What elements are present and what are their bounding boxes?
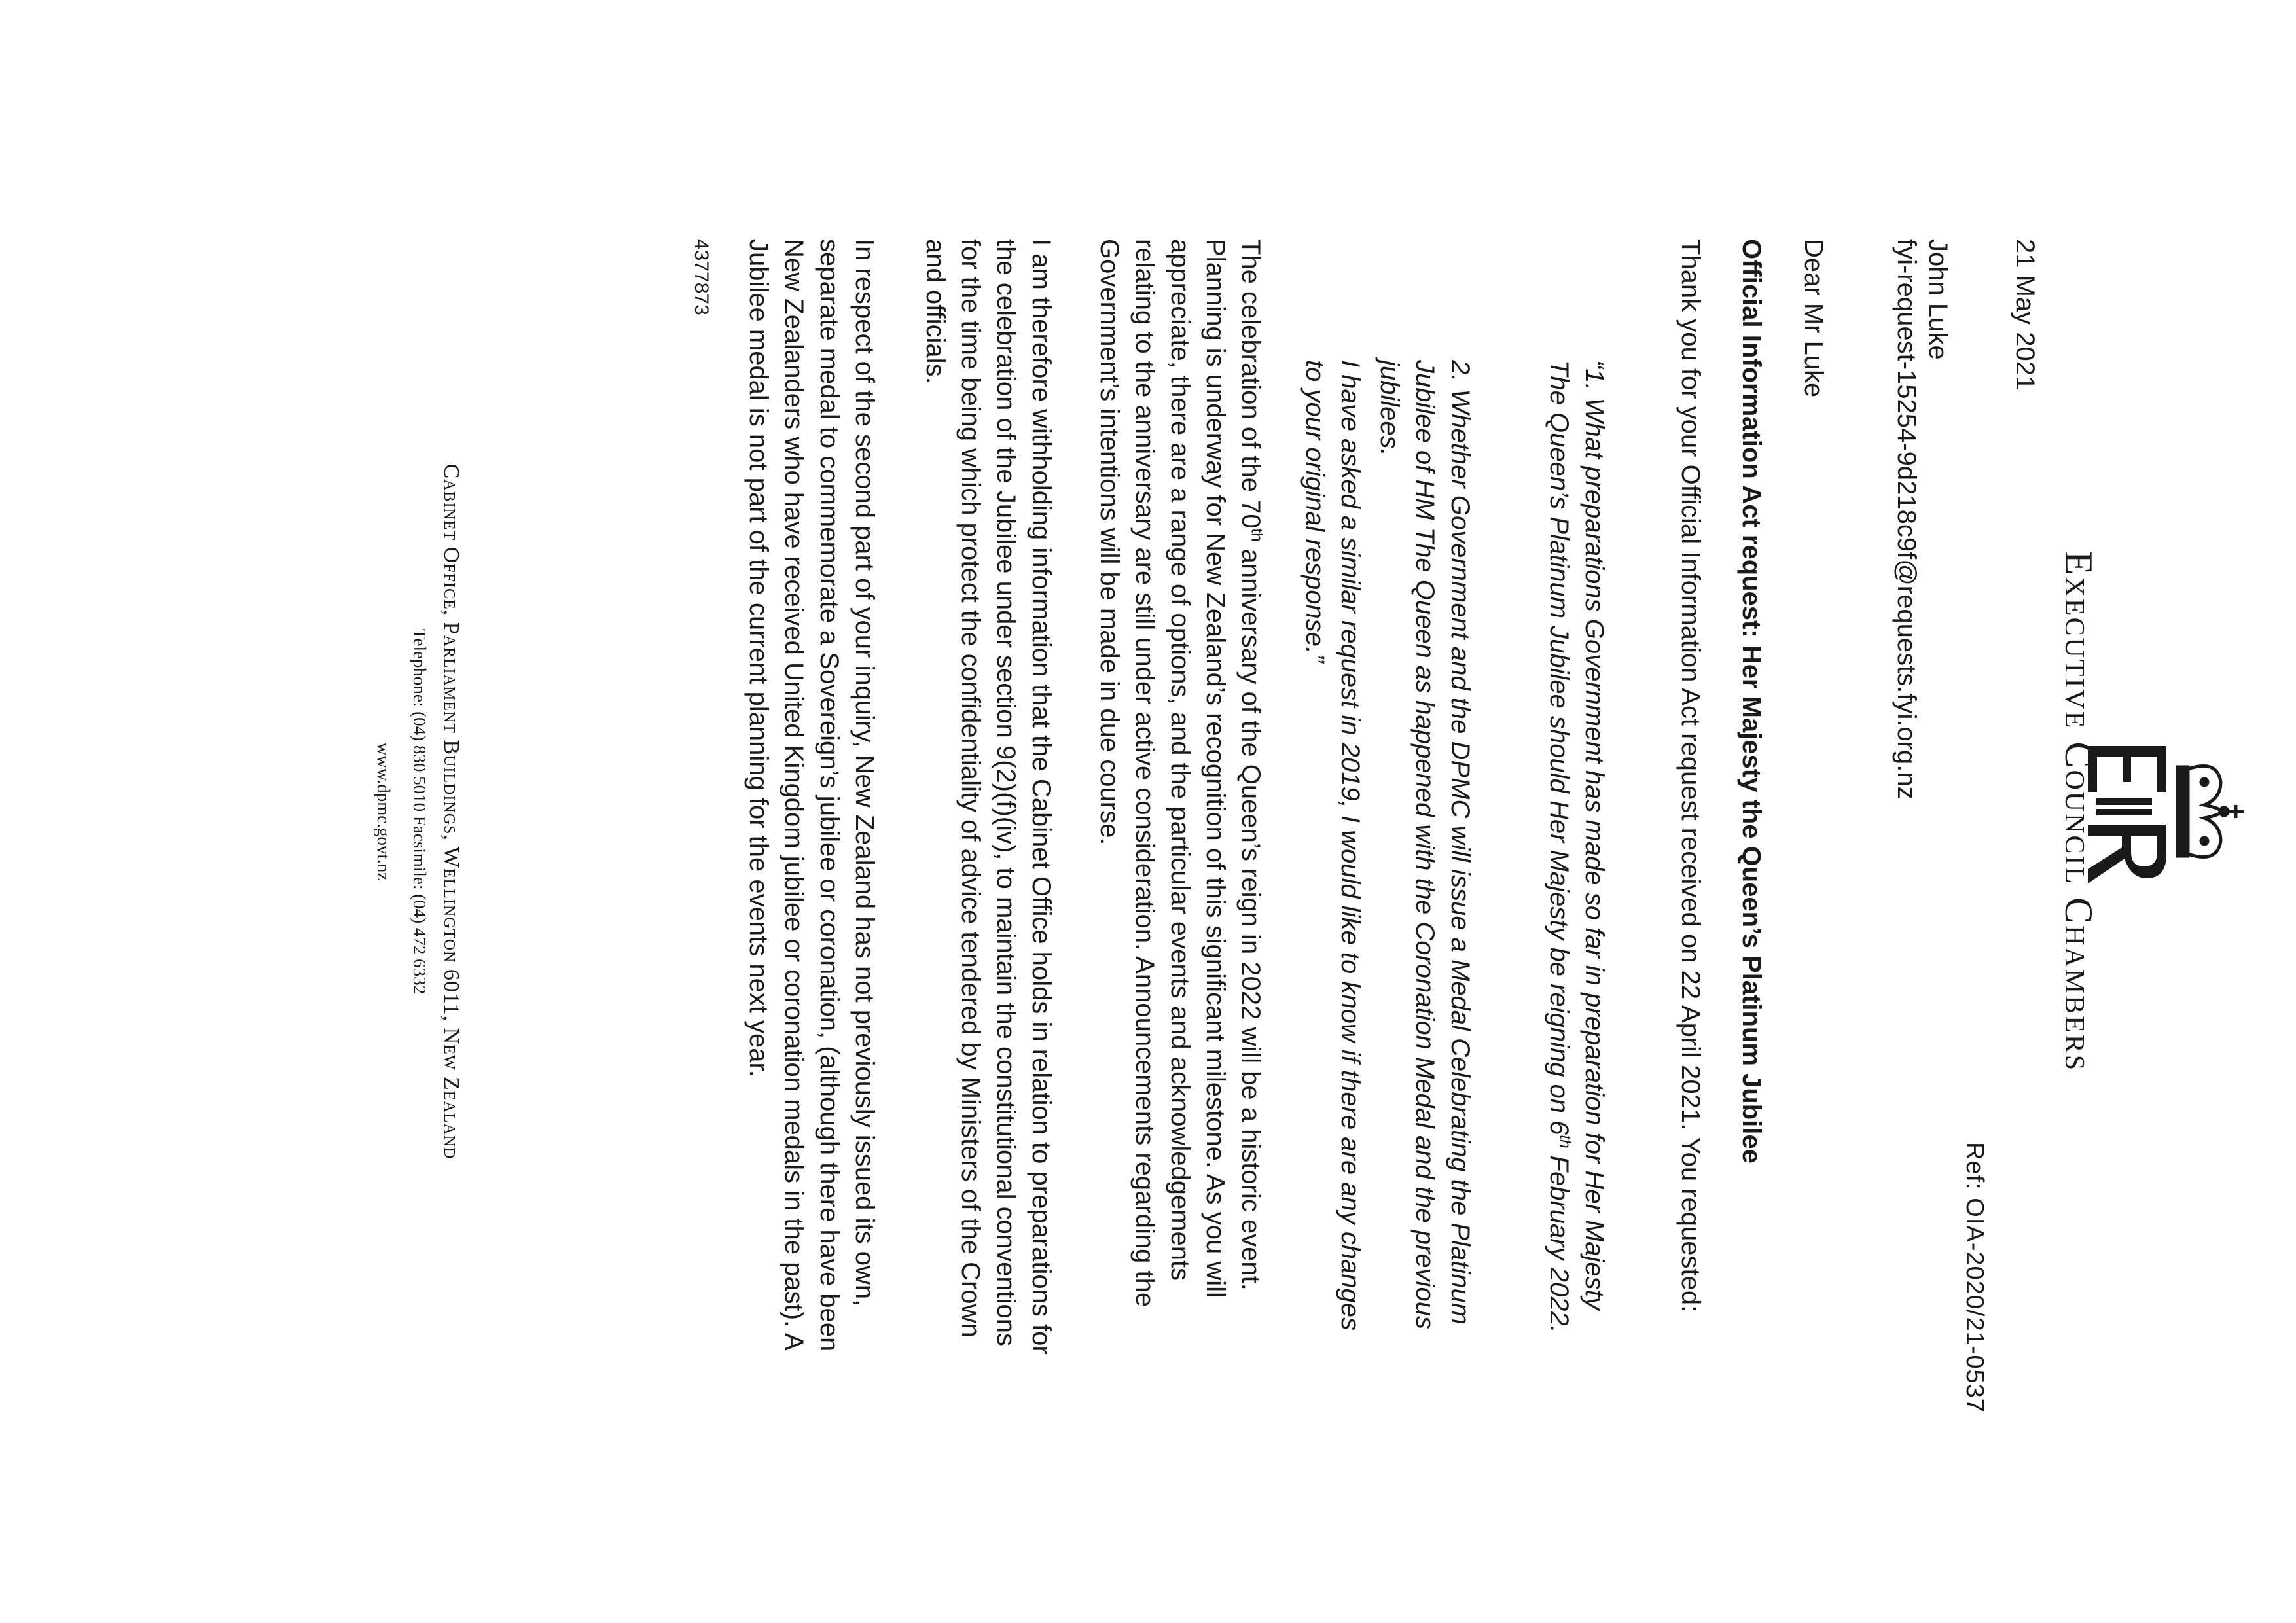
paragraph-1-superscript: th bbox=[1247, 528, 1266, 542]
addressee-name: John Luke bbox=[1924, 239, 1952, 360]
paragraph-1-start: The celebration of the 70 bbox=[1236, 239, 1265, 529]
quoted-request-item-1 bbox=[1541, 360, 1612, 1355]
intro-paragraph: Thank you for your Official Information Act request received on 22 April 2021. You requested: bbox=[1676, 239, 1705, 1313]
response-paragraph-1 bbox=[1092, 239, 1268, 1364]
letter-footer bbox=[373, 327, 463, 1296]
addressee-email: fyi-request-15254-9d218c9f@requests.fyi.org.nz bbox=[1892, 239, 1921, 800]
footer-address: Cabinet Office, Parliament Buildings, Wellington 6011, New Zealand bbox=[439, 463, 463, 1160]
salutation: Dear Mr Luke bbox=[1799, 239, 1828, 398]
quote-1-end: February 2022. bbox=[1545, 1148, 1573, 1333]
footer-phone-fax: Telephone: (04) 830 5010 Facsimile: (04) 472 6332 bbox=[410, 628, 429, 995]
letterhead-title: Executive Council Chambers bbox=[2057, 550, 2100, 1073]
letter-date: 21 May 2021 bbox=[2011, 239, 2039, 391]
paragraph-1-end: anniversary of the Queen’s reign in 2022 will be a historic event. Planning is underway for New Zealand’s recognition of this significant milestone. As you will appreciate, there are a range of options, and the particular events and acknowledgements relating to the anniversary are still under active consideration. Announcements regarding the Government’s intentions will be made in due course. bbox=[1095, 239, 1265, 1308]
subject-line: Official Information Act request: Her Majesty the Queen’s Platinum Jubilee bbox=[1737, 239, 1766, 1164]
response-paragraph-3: In respect of the second part of your inquiry, New Zealand has not previously issued its own, separate medal to commemorate a Sovereign’s jubilee or coronation, (although there have been New Zealanders who have received United Kingdom jubilee or coronation medals in the past). A Jubilee medal is not part of the current planning for the events next year. bbox=[744, 239, 879, 1352]
quoted-request-item-2: 2. Whether Government and the DPMC will issue a Medal Celebrating the Platinum Jubilee of HM The Queen as happened with the Coronation Medal and the previous jubilees. bbox=[1375, 360, 1475, 1329]
quote-1-text: “1. What preparations Government has made so far in preparation for Her Majesty The Queen’s Platinum Jubilee should Her Majesty be reigning on 6 bbox=[1545, 360, 1609, 1310]
response-paragraph-2: I am therefore withholding information that the Cabinet Office holds in relation to preparations for the celebration of the Jubilee under section 9(2)(f)(iv), to maintain the constitutional conventions for the time being which protect the confidentiality of advice tendered by Ministers of the Crown and officials. bbox=[921, 239, 1056, 1355]
quote-1-superscript: th bbox=[1556, 1135, 1574, 1149]
reference-number: Ref: OIA-2020/21-0537 bbox=[1961, 1142, 1988, 1413]
addressee-block bbox=[1891, 239, 1954, 800]
quoted-request-followup: I have asked a similar request in 2019, I would like to know if there are any changes to your original response.” bbox=[1300, 360, 1365, 1331]
document-number: 4377873 bbox=[691, 239, 712, 315]
footer-website: www.dpmc.govt.nz bbox=[374, 742, 393, 881]
